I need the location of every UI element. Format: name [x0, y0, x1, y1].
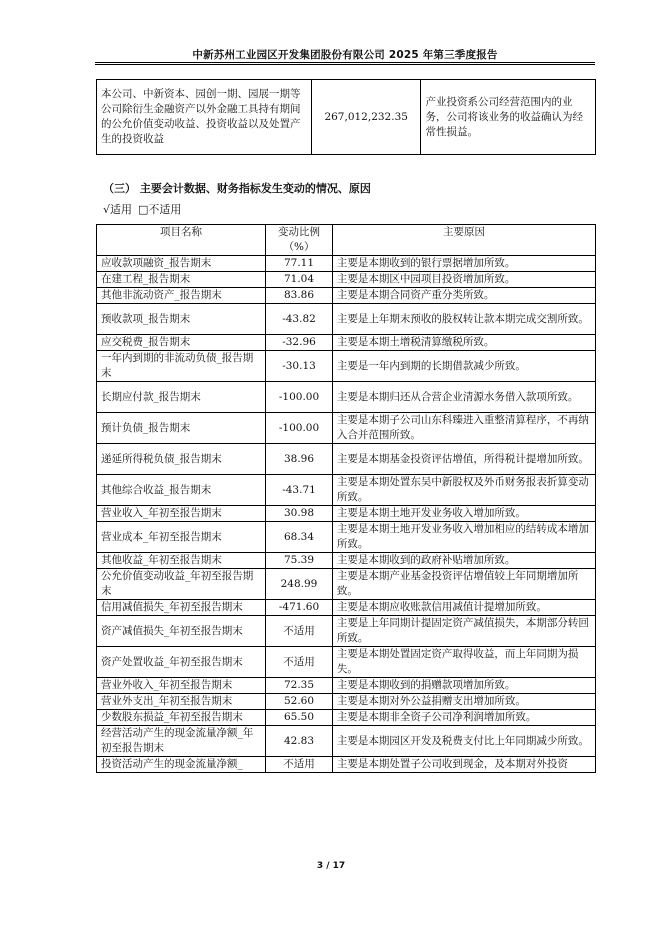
row-ratio: 52.60	[266, 694, 333, 710]
row-reason: 主要是本期土地开发业务收入增加相应的结转成本增加所致。	[332, 522, 595, 553]
item-cell: 本公司、中新资本、园创一期、园展一期等公司除衍生金融资产以外金融工具持有期间的公允价值变动收益、投资收益以及处置产生的投资收益	[97, 80, 312, 155]
row-reason: 主要是本期收到的政府补贴增加所致。	[332, 553, 595, 569]
reason-cell: 产业投资系公司经营范围内的业务，公司将该业务的收益确认为经常性损益。	[421, 80, 596, 155]
row-name: 营业收入_年初至报告期末	[97, 506, 266, 522]
row-name: 营业外支出_年初至报告期末	[97, 694, 266, 710]
row-ratio: 71.04	[266, 272, 333, 288]
table-row	[97, 757, 596, 773]
row-ratio: 不适用	[266, 647, 333, 678]
table-row	[97, 351, 596, 382]
row-ratio: 30.98	[266, 506, 333, 522]
table-row	[97, 616, 596, 647]
row-name: 投资活动产生的现金流量净额_	[97, 757, 266, 773]
changes-table	[96, 224, 596, 773]
header-rule-secondary	[95, 64, 595, 65]
row-reason: 主要是本期区中园项目投资增加所致。	[332, 272, 595, 288]
row-name: 少数股东损益_年初至报告期末	[97, 710, 266, 726]
row-reason: 主要是本期处置固定资产取得收益，而上年同期为损失。	[332, 647, 595, 678]
report-header: 中新苏州工业园区开发集团股份有限公司 2025 年第三季度报告	[192, 49, 498, 61]
table-row	[97, 475, 596, 506]
row-name: 递延所得税负债_报告期末	[97, 444, 266, 475]
row-name: 资产处置收益_年初至报告期末	[97, 647, 266, 678]
row-ratio: -32.96	[266, 335, 333, 351]
row-name: 一年内到期的非流动负债_报告期末	[97, 351, 266, 382]
row-ratio: -30.13	[266, 351, 333, 382]
row-reason: 主要是本期土地开发业务收入增加所致。	[332, 506, 595, 522]
table-header-row	[97, 225, 596, 256]
row-reason: 主要是本期基金投资评估增值，所得税计提增加所致。	[332, 444, 595, 475]
header-ratio: 变动比例（%）	[266, 225, 333, 256]
table-row	[97, 522, 596, 553]
row-ratio: 不适用	[266, 616, 333, 647]
row-reason: 主要是本期对外公益捐赠支出增加所致。	[332, 694, 595, 710]
header-name: 项目名称	[97, 225, 266, 256]
row-name: 公允价值变动收益_年初至报告期末	[97, 569, 266, 600]
row-reason: 主要是本期子公司山东科臻进入重整清算程序，不再纳入合并范围所致。	[332, 413, 595, 444]
row-reason: 主要是本期处置东吴中新股权及外币财务报表折算变动所致。	[332, 475, 595, 506]
table-row	[97, 272, 596, 288]
header-reason: 主要原因	[332, 225, 595, 256]
applicable-checkbox: √适用	[103, 203, 133, 216]
table-row	[97, 256, 596, 272]
row-reason: 主要是本期产业基金投资评估增值较上年同期增加所致。	[332, 569, 595, 600]
row-ratio: 42.83	[266, 726, 333, 757]
row-reason: 主要是本期园区开发及税费支付比上年同期减少所致。	[332, 726, 595, 757]
row-reason: 主要是本期处置子公司收到现金，及本期对外投资	[332, 757, 595, 773]
row-ratio: 248.99	[266, 569, 333, 600]
row-name: 营业外收入_年初至报告期末	[97, 678, 266, 694]
header-rule	[95, 62, 595, 63]
row-name: 信用减值损失_年初至报告期末	[97, 600, 266, 616]
row-name: 资产减值损失_年初至报告期末	[97, 616, 266, 647]
table-row	[97, 553, 596, 569]
row-name: 其他综合收益_报告期末	[97, 475, 266, 506]
row-ratio: -43.71	[266, 475, 333, 506]
row-name: 预计负债_报告期末	[97, 413, 266, 444]
table-row	[97, 382, 596, 413]
page-number: 3 / 17	[316, 861, 346, 871]
row-reason: 主要是本期非全资子公司净利润增加所致。	[332, 710, 595, 726]
table-row	[97, 413, 596, 444]
row-name: 其他非流动资产_报告期末	[97, 288, 266, 304]
row-ratio: 77.11	[266, 256, 333, 272]
table-row	[97, 678, 596, 694]
row-name: 经营活动产生的现金流量净额_年初至报告期末	[97, 726, 266, 757]
table-row	[97, 726, 596, 757]
row-reason: 主要是一年内到期的长期借款减少所致。	[332, 351, 595, 382]
row-name: 在建工程_报告期末	[97, 272, 266, 288]
row-ratio: 不适用	[266, 757, 333, 773]
row-reason: 主要是上年期末预收的股权转让款本期完成交割所致。	[332, 304, 595, 335]
row-reason: 主要是本期应收账款信用减值计提增加所致。	[332, 600, 595, 616]
row-ratio: 38.96	[266, 444, 333, 475]
row-reason: 主要是本期收到的捐赠款项增加所致。	[332, 678, 595, 694]
row-ratio: 75.39	[266, 553, 333, 569]
row-ratio: -43.82	[266, 304, 333, 335]
row-reason: 主要是本期土增税清算缴税所致。	[332, 335, 595, 351]
row-name: 其他收益_年初至报告期末	[97, 553, 266, 569]
table-row	[97, 304, 596, 335]
table-row	[97, 694, 596, 710]
table-row	[97, 288, 596, 304]
row-name: 长期应付款_报告期末	[97, 382, 266, 413]
table-row	[97, 335, 596, 351]
section-title: （三） 主要会计数据、财务指标发生变动的情况、原因	[103, 182, 371, 195]
row-reason: 主要是本期归还从合营企业清源水务借入款项所致。	[332, 382, 595, 413]
row-ratio: -100.00	[266, 382, 333, 413]
row-name: 预收款项_报告期末	[97, 304, 266, 335]
table-row	[97, 600, 596, 616]
row-ratio: -471.60	[266, 600, 333, 616]
row-ratio: -100.00	[266, 413, 333, 444]
row-name: 营业成本_年初至报告期末	[97, 522, 266, 553]
row-reason: 主要是上年同期计提固定资产减值损失，本期部分转回所致。	[332, 616, 595, 647]
row-reason: 主要是本期收到的银行票据增加所致。	[332, 256, 595, 272]
table-row	[97, 710, 596, 726]
table-row	[97, 444, 596, 475]
row-ratio: 65.50	[266, 710, 333, 726]
row-ratio: 68.34	[266, 522, 333, 553]
table-row	[97, 80, 596, 155]
table-row	[97, 506, 596, 522]
row-ratio: 83.86	[266, 288, 333, 304]
applicability-options	[103, 201, 181, 217]
row-ratio: 72.35	[266, 678, 333, 694]
not-applicable-checkbox: □不适用	[138, 203, 182, 216]
continued-table	[96, 79, 596, 155]
row-reason: 主要是本期合同资产重分类所致。	[332, 288, 595, 304]
row-name: 应交税费_报告期末	[97, 335, 266, 351]
row-name: 应收款项融资_报告期末	[97, 256, 266, 272]
amount-cell: 267,012,232.35	[311, 80, 421, 155]
table-row	[97, 569, 596, 600]
table-row	[97, 647, 596, 678]
